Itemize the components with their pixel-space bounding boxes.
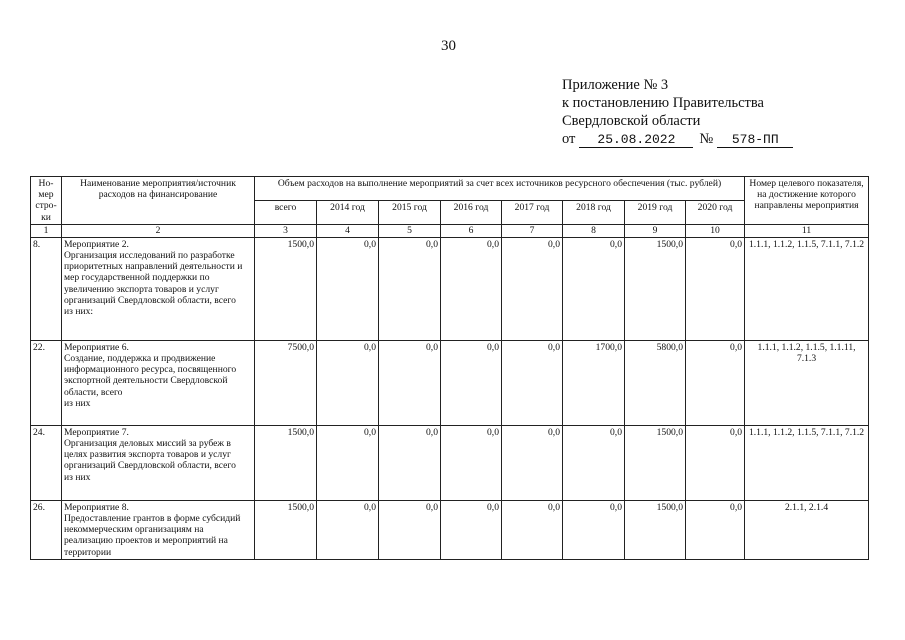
- value-total: 7500,0: [255, 340, 317, 425]
- header-year: 2017 год: [502, 200, 563, 224]
- value-2018: 0,0: [563, 425, 625, 500]
- row-number: 26.: [31, 500, 62, 559]
- row-description: [62, 237, 255, 340]
- value-2018: 1700,0: [563, 340, 625, 425]
- column-number: 4: [317, 224, 379, 237]
- row-sub: из них:: [64, 306, 94, 318]
- row-title: Мероприятие 7.: [64, 426, 129, 438]
- table-row: [31, 425, 869, 500]
- value-2016: 0,0: [441, 425, 502, 500]
- value-2014: 0,0: [317, 340, 379, 425]
- row-text: Организация деловых миссий за рубеж в целях развития экспорта товаров и услуг организаций Свердловской области, всего: [64, 438, 236, 472]
- header-row: [31, 177, 869, 201]
- header-year: 2020 год: [686, 200, 745, 224]
- header-year: 2015 год: [379, 200, 441, 224]
- value-2017: 0,0: [502, 237, 563, 340]
- value-total: 1500,0: [255, 237, 317, 340]
- value-2016: 0,0: [441, 500, 502, 559]
- column-number: 7: [502, 224, 563, 237]
- row-sub: из них: [64, 397, 91, 409]
- appendix-block: [562, 76, 793, 148]
- appendix-title: Приложение № 3: [562, 77, 669, 93]
- value-2020: 0,0: [686, 500, 745, 559]
- value-2018: 0,0: [563, 500, 625, 559]
- column-number: 1: [31, 224, 62, 237]
- table-row: [31, 340, 869, 425]
- value-2020: 0,0: [686, 340, 745, 425]
- target-indicators: 1.1.1, 1.1.2, 1.1.5, 1.1.11, 7.1.3: [745, 340, 869, 425]
- header-year: 2019 год: [625, 200, 686, 224]
- row-title: Мероприятие 6.: [64, 341, 129, 353]
- target-indicators: 1.1.1, 1.1.2, 1.1.5, 7.1.1, 7.1.2: [745, 237, 869, 340]
- value-2017: 0,0: [502, 425, 563, 500]
- row-description: [62, 340, 255, 425]
- decree-number: 578-ПП: [717, 132, 793, 148]
- header-target: Номер целевого показателя, на достижение которого направлены мероприятия: [745, 177, 869, 225]
- row-title: Мероприятие 2.: [64, 238, 129, 250]
- row-text: Организация исследований по разработке приоритетных направлений деятельности и мер государственной поддержки по увеличению экспорта товаров и услуг организаций Свердловской области, всего: [64, 250, 243, 306]
- value-2020: 0,0: [686, 425, 745, 500]
- value-2015: 0,0: [379, 340, 441, 425]
- funding-table: [30, 176, 869, 560]
- header-total: всего: [255, 200, 317, 224]
- value-2017: 0,0: [502, 340, 563, 425]
- column-numbers-row: [31, 224, 869, 237]
- page-number: 30: [441, 38, 456, 54]
- table-row: [31, 237, 869, 340]
- header-year: 2018 год: [563, 200, 625, 224]
- row-description: [62, 500, 255, 559]
- row-title: Мероприятие 8.: [64, 501, 129, 513]
- column-number: 5: [379, 224, 441, 237]
- header-row-no: Но-мер стро-ки: [31, 177, 62, 225]
- value-total: 1500,0: [255, 500, 317, 559]
- row-text: Предоставление грантов в форме субсидий некоммерческим организациям на реализацию проектов и мероприятий на территории: [64, 513, 241, 558]
- decree-line: [562, 130, 793, 148]
- column-number: 11: [745, 224, 869, 237]
- target-indicators: 2.1.1, 2.1.4: [745, 500, 869, 559]
- column-number: 6: [441, 224, 502, 237]
- header-volume: Объем расходов на выполнение мероприятий за счет всех источников ресурсного обеспечения (тыс. рублей): [255, 177, 745, 201]
- row-text: Создание, поддержка и продвижение информационного ресурса, посвященного экспортной деятельности Свердловской области, всего: [64, 353, 237, 398]
- row-number: 24.: [31, 425, 62, 500]
- number-label: №: [699, 131, 714, 147]
- appendix-region: Свердловской области: [562, 113, 701, 129]
- value-2015: 0,0: [379, 500, 441, 559]
- header-year: 2014 год: [317, 200, 379, 224]
- column-number: 8: [563, 224, 625, 237]
- value-2019: 5800,0: [625, 340, 686, 425]
- value-2016: 0,0: [441, 237, 502, 340]
- row-number: 8.: [31, 237, 62, 340]
- value-2019: 1500,0: [625, 237, 686, 340]
- header-year: 2016 год: [441, 200, 502, 224]
- appendix-resolution: к постановлению Правительства: [562, 95, 764, 111]
- value-2016: 0,0: [441, 340, 502, 425]
- value-2020: 0,0: [686, 237, 745, 340]
- row-sub: из них: [64, 471, 91, 483]
- column-number: 9: [625, 224, 686, 237]
- column-number: 10: [686, 224, 745, 237]
- from-label: от: [562, 131, 576, 147]
- value-2019: 1500,0: [625, 500, 686, 559]
- value-2018: 0,0: [563, 237, 625, 340]
- row-description: [62, 425, 255, 500]
- value-2015: 0,0: [379, 425, 441, 500]
- table-row: [31, 500, 869, 559]
- value-2014: 0,0: [317, 237, 379, 340]
- header-name: Наименование мероприятия/источник расходов на финансирование: [62, 177, 255, 225]
- target-indicators: 1.1.1, 1.1.2, 1.1.5, 7.1.1, 7.1.2: [745, 425, 869, 500]
- row-number: 22.: [31, 340, 62, 425]
- value-2015: 0,0: [379, 237, 441, 340]
- column-number: 2: [62, 224, 255, 237]
- value-2014: 0,0: [317, 425, 379, 500]
- value-2014: 0,0: [317, 500, 379, 559]
- value-2019: 1500,0: [625, 425, 686, 500]
- value-total: 1500,0: [255, 425, 317, 500]
- column-number: 3: [255, 224, 317, 237]
- value-2017: 0,0: [502, 500, 563, 559]
- decree-date: 25.08.2022: [579, 132, 693, 148]
